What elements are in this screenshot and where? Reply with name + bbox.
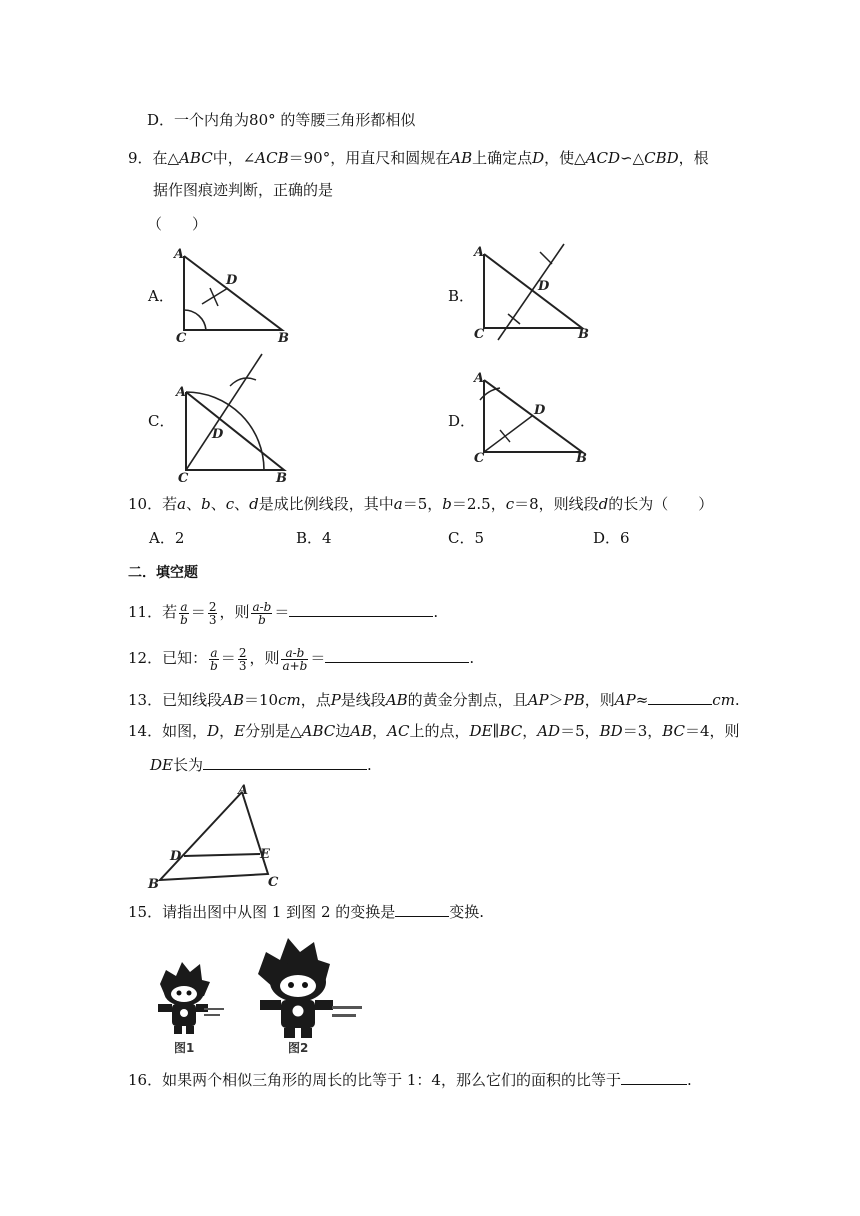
q14-comma: ， [219, 722, 235, 740]
q9-acd: ACD [585, 149, 621, 167]
q10-var-b: b [201, 495, 211, 513]
q15-number: 15． [128, 903, 163, 921]
q9-figure-b [470, 240, 600, 344]
q14-bd: BD [599, 722, 623, 740]
q12-number: 12． [128, 649, 163, 667]
q13-text: 已知线段 [162, 691, 223, 709]
q14-label-e: E [260, 847, 270, 862]
q14-label-c: C [268, 875, 279, 890]
q9-stem-line2: 据作图痕迹判断，正确的是 [153, 181, 334, 199]
q10-var-a: a [393, 495, 403, 513]
q9-text: ∽△ [620, 149, 645, 167]
q11-answer-blank[interactable] [289, 600, 433, 617]
q14-bc: BC [662, 722, 686, 740]
q12-fraction-target [281, 647, 308, 672]
q15-answer-blank[interactable] [395, 900, 449, 917]
q13-gt: ＞ [548, 691, 564, 709]
section-title-fill-in: 二．填空题 [128, 565, 198, 581]
q9-figure-d [470, 366, 600, 466]
q9-number: 9． [128, 149, 153, 167]
mascot-large-icon [258, 938, 362, 1038]
q13-text: 是线段 [340, 691, 386, 709]
fraction-numerator: a-b [252, 599, 272, 614]
q14-text: 上的点， [409, 722, 470, 740]
q9-d: D [532, 149, 545, 167]
q10-text: 的长为（ ） [608, 495, 714, 513]
q14-text: 分别是△ [245, 722, 302, 740]
q13-ab: AB [222, 691, 244, 709]
fraction-denominator: 3 [238, 658, 247, 673]
q16-number: 16． [128, 1071, 163, 1089]
q16-text: 如果两个相似三角形的周长的比等于 1：4，那么它们的面积的比等于 [162, 1071, 621, 1089]
q15-text: 请指出图中从图 1 到图 2 的变换是 [162, 903, 396, 921]
q14-abc: ABC [301, 722, 336, 740]
q10-var-c: c [225, 495, 235, 513]
q9c-label-c: C [178, 471, 189, 486]
q13-pb: PB [563, 691, 585, 709]
q13-text: ＝10 [243, 691, 279, 709]
q16-answer-blank[interactable] [621, 1068, 687, 1085]
q10-text: 是成比例线段，其中 [258, 495, 394, 513]
q9d-label-a: A [474, 371, 485, 386]
fraction-numerator: a [210, 645, 218, 660]
q12-answer-blank[interactable] [325, 646, 469, 663]
mascot-small-icon [158, 962, 224, 1034]
q13-number: 13． [128, 691, 163, 709]
q11-fraction-target [251, 601, 272, 626]
q10-var-d: d [249, 495, 259, 513]
q9-answer-paren: （ ） [147, 215, 208, 233]
fraction-denominator: b [258, 612, 266, 627]
q10-var-a: a [177, 495, 187, 513]
q14-ac: AC [387, 722, 410, 740]
q9-figure-c [172, 352, 296, 486]
q9-text: ，根 [678, 149, 709, 167]
period: . [734, 691, 740, 709]
q14-value: ＝3， [622, 722, 663, 740]
q13-approx: ≈ [635, 691, 649, 709]
q14-answer-blank[interactable] [203, 753, 367, 770]
q14-text: 边 [335, 722, 351, 740]
q9d-label-d: D [534, 403, 546, 418]
q9-option-a-label: A． [148, 287, 174, 305]
q15-fig2-caption: 图2 [288, 1041, 309, 1055]
q9a-label-a: A [174, 247, 185, 262]
q14-bc: BC [499, 722, 523, 740]
q14-comma: ， [522, 722, 538, 740]
equals-sign: ＝ [310, 649, 326, 667]
q13-stem [128, 688, 740, 710]
q15-figure [146, 934, 376, 1060]
q14-label-a: A [238, 783, 249, 798]
q14-text: 长为 [172, 756, 203, 774]
q16-stem [128, 1068, 692, 1090]
q10-b-value: ＝2.5， [451, 495, 506, 513]
period: . [433, 603, 439, 621]
q14-label-b: B [148, 877, 159, 890]
q13-unit: cm [278, 691, 301, 709]
q10-var-c: c [505, 495, 515, 513]
q9-cbd: CBD [644, 149, 679, 167]
q9-stem-line1 [128, 148, 709, 168]
q13-text: 的黄金分割点，且 [407, 691, 528, 709]
q9d-label-c: C [474, 451, 485, 466]
q10-sep: 、 [210, 495, 226, 513]
q13-ab: AB [385, 691, 408, 709]
fraction-denominator: b [210, 658, 218, 673]
q9-acb: ACB [255, 149, 289, 167]
q10-c-value: ＝8，则线段 [514, 495, 599, 513]
q13-p: P [330, 691, 341, 709]
q13-text: ，则 [584, 691, 615, 709]
q9c-label-b: B [276, 471, 287, 486]
q9-figure-a [172, 244, 296, 344]
q11-text: 若 [162, 603, 178, 621]
q9-text: 上确定点 [472, 149, 533, 167]
q14-d: D [207, 722, 220, 740]
q10-text: 若 [162, 495, 178, 513]
q13-text: ，点 [300, 691, 331, 709]
q9b-label-d: D [538, 279, 550, 294]
q9c-label-a: A [176, 385, 187, 400]
q14-stem-line1 [128, 721, 740, 741]
q14-de: DE [150, 756, 173, 774]
q13-unit: cm [712, 691, 735, 709]
equals-sign: ＝ [274, 603, 290, 621]
q9-abc: ABC [179, 149, 213, 167]
q9-option-c-label: C． [148, 412, 175, 430]
q9b-label-a: A [474, 245, 485, 260]
q10-var-b: b [442, 495, 452, 513]
q9-text: 中，∠ [212, 149, 256, 167]
q10-option-d: D．6 [593, 529, 630, 547]
fraction-numerator: 2 [208, 599, 217, 614]
equals-sign: ＝ [220, 649, 236, 667]
fraction-numerator: a-b [281, 647, 308, 660]
q14-parallel: ∥ [492, 722, 500, 740]
q10-number: 10． [128, 495, 163, 513]
q14-de: DE [469, 722, 493, 740]
q9-text: 在△ [152, 149, 180, 167]
fraction-denominator: a+b [282, 658, 308, 673]
q13-ap: AP [527, 691, 549, 709]
q14-ab: AB [350, 722, 373, 740]
q13-answer-blank[interactable] [648, 688, 712, 705]
q12-fraction-2-over-3 [238, 647, 248, 672]
fraction-denominator: 3 [208, 612, 217, 627]
q9d-label-b: B [576, 451, 587, 466]
period: . [469, 649, 475, 667]
q9b-label-c: C [474, 327, 485, 342]
q9-option-b-label: B． [448, 287, 475, 305]
q11-fraction-2-over-3 [208, 601, 218, 626]
q11-text: ，则 [219, 603, 250, 621]
q14-stem-line2 [150, 753, 372, 775]
q15-fig1-caption: 图1 [174, 1041, 195, 1055]
q10-stem [128, 494, 713, 514]
q15-stem [128, 900, 484, 922]
q9b-label-b: B [578, 327, 589, 342]
q14-comma: ， [372, 722, 388, 740]
q9a-label-b: B [278, 331, 289, 344]
q10-sep: 、 [234, 495, 250, 513]
q14-value: ＝5， [560, 722, 600, 740]
q14-value: ＝4，则 [685, 722, 740, 740]
q14-number: 14． [128, 722, 163, 740]
q9-text: ＝90°，用直尺和圆规在 [288, 149, 451, 167]
q9-option-d-label: D． [448, 412, 476, 430]
q12-fraction-a-over-b [209, 647, 219, 672]
q11-number: 11． [128, 603, 163, 621]
q11-fraction-a-over-b [179, 601, 189, 626]
q10-a-value: ＝5， [402, 495, 443, 513]
q14-ad: AD [537, 722, 561, 740]
q9-ab: AB [450, 149, 473, 167]
q14-figure [146, 782, 286, 890]
q9c-label-d: D [212, 427, 224, 442]
q10-var-d: d [598, 495, 609, 513]
period: . [686, 1071, 692, 1089]
q14-text: 如图， [162, 722, 208, 740]
q12-stem [128, 644, 474, 672]
q10-option-a: A．2 [149, 529, 185, 547]
q11-stem [128, 598, 438, 626]
fraction-numerator: a [180, 599, 188, 614]
q10-sep: 、 [186, 495, 202, 513]
q9a-label-d: D [226, 273, 238, 288]
q14-e: E [234, 722, 246, 740]
period: . [367, 756, 372, 774]
equals-sign: ＝ [190, 603, 206, 621]
q10-option-c: C．5 [448, 529, 485, 547]
q12-text: 已知： [162, 649, 208, 667]
q15-text: 变换. [449, 903, 485, 921]
fraction-denominator: b [180, 612, 188, 627]
q13-ap: AP [614, 691, 636, 709]
fraction-numerator: 2 [238, 645, 247, 660]
q9-text: ，使△ [544, 149, 586, 167]
q14-label-d: D [170, 849, 182, 864]
q9a-label-c: C [176, 331, 187, 344]
q8-option-d: D．一个内角为80° 的等腰三角形都相似 [147, 111, 416, 129]
q12-text: ，则 [249, 649, 280, 667]
q10-option-b: B．4 [296, 529, 332, 547]
